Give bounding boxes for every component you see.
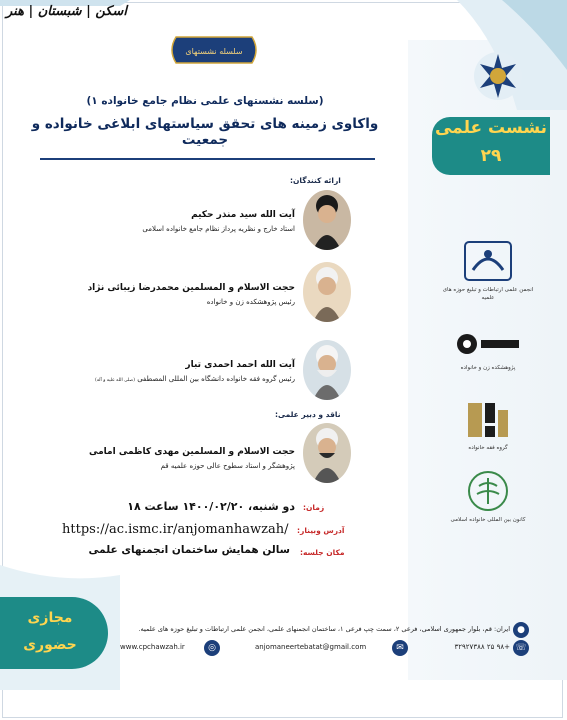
critic-label: ناقد و دبیر علمی:: [275, 410, 341, 419]
critic-photo: [303, 423, 351, 483]
rosette-icon: [472, 50, 524, 102]
presenter-name-3: آیت الله احمد احمدی تبار: [185, 360, 295, 370]
presenter-role-2: رئیس پژوهشکده زن و خانواده: [206, 298, 295, 306]
title-divider: [40, 158, 375, 160]
org-1: [438, 240, 538, 302]
signature-logo: اسکن | شبستان | هنر: [6, 4, 127, 19]
presenter-role-3-note: (صلی الله علیه و آله): [94, 378, 135, 383]
org-1-caption: انجمن علمی ارتباطات و تبلیغ حوزه های علمیه: [442, 287, 534, 301]
presenters-label: ارائه کنندگان:: [290, 176, 341, 185]
presenter-role-3: [40, 375, 295, 383]
presenter-role-3-text: رئیس گروه فقه خانواده دانشگاه بین المللی المصطفی: [137, 375, 295, 383]
presenter-photo-2: [303, 262, 351, 322]
mode-badge: [0, 597, 108, 669]
presenter-photo-3: [303, 340, 351, 400]
org-1-logo-icon: [463, 240, 513, 282]
subtitle: (سلسه نشستهای علمی نظام جامع خانواده ۱): [86, 95, 324, 107]
org-2-caption: پژوهشکده زن و خانواده: [460, 365, 516, 371]
session-number: ۲۹: [480, 146, 502, 166]
venue-value: سالن همایش ساختمان انجمنهای علمی: [88, 544, 290, 556]
org-3-caption: گروه فقه خانواده: [468, 445, 508, 451]
mode-in-person: حضوری: [23, 637, 77, 653]
venue-label: مکان جلسه:: [300, 548, 345, 557]
org-3: [438, 400, 538, 452]
critic-role: پژوهشگر و استاد سطوح عالی حوزه علمیه قم: [160, 462, 295, 470]
org-4: [438, 470, 538, 524]
org-2-logo-icon: [453, 328, 523, 360]
footer-address: ایران: قم، بلوار جمهوری اسلامی، فرعی ۲، سمت چپ فرعی ۱، ساختمان انجمنهای علمی، انجمن علمی ارتباطات و تبلیغ حوزه های علمیه.: [138, 625, 510, 633]
footer-email[interactable]: anjomaneertebatat@gmail.com: [255, 643, 367, 651]
series-badge: [168, 35, 260, 65]
org-3-logo-icon: [463, 400, 513, 440]
session-label: نشست علمی: [434, 118, 548, 138]
series-badge-text: سلسله نشستهای: [185, 47, 243, 56]
presenter-photo-1: [303, 190, 351, 250]
time-label: زمان:: [303, 503, 325, 512]
web-icon: ◎: [204, 640, 220, 656]
webinar-link[interactable]: https://ac.ismc.ir/anjomanhawzah/: [62, 522, 289, 537]
org-4-caption: کانون بین المللی خانواده اسلامی: [450, 517, 526, 523]
presenter-name-1: آیت الله سید منذر حکیم: [191, 210, 295, 220]
org-2: [438, 328, 538, 372]
page-title: واکاوی زمینه های تحقق سیاستهای ابلاغی خانواده و جمعیت: [31, 116, 379, 148]
critic-name: حجت الاسلام و المسلمین مهدی کاظمی امامی: [88, 447, 295, 457]
presenter-name-2: حجت الاسلام و المسلمین محمدرضا زیبائی نژاد: [87, 283, 295, 293]
webinar-label: آدرس وبینار:: [297, 526, 345, 535]
phone-icon: ☏: [513, 640, 529, 656]
footer-phone: +۹۸ ۲۵ ۳۲۹۲۷۳۸۸: [454, 643, 510, 651]
email-icon: ✉: [392, 640, 408, 656]
presenter-role-1: استاد خارج و نظریه پرداز نظام جامع خانواده اسلامی: [142, 225, 295, 233]
org-4-logo-icon: [465, 470, 511, 512]
footer-website[interactable]: www.cpchawzah.ir: [120, 643, 185, 651]
location-icon: ●: [513, 622, 529, 638]
mode-online: مجازی: [27, 610, 73, 626]
time-value: دو شنبه، ۱۴۰۰/۰۲/۲۰ ساعت ۱۸: [127, 500, 295, 513]
